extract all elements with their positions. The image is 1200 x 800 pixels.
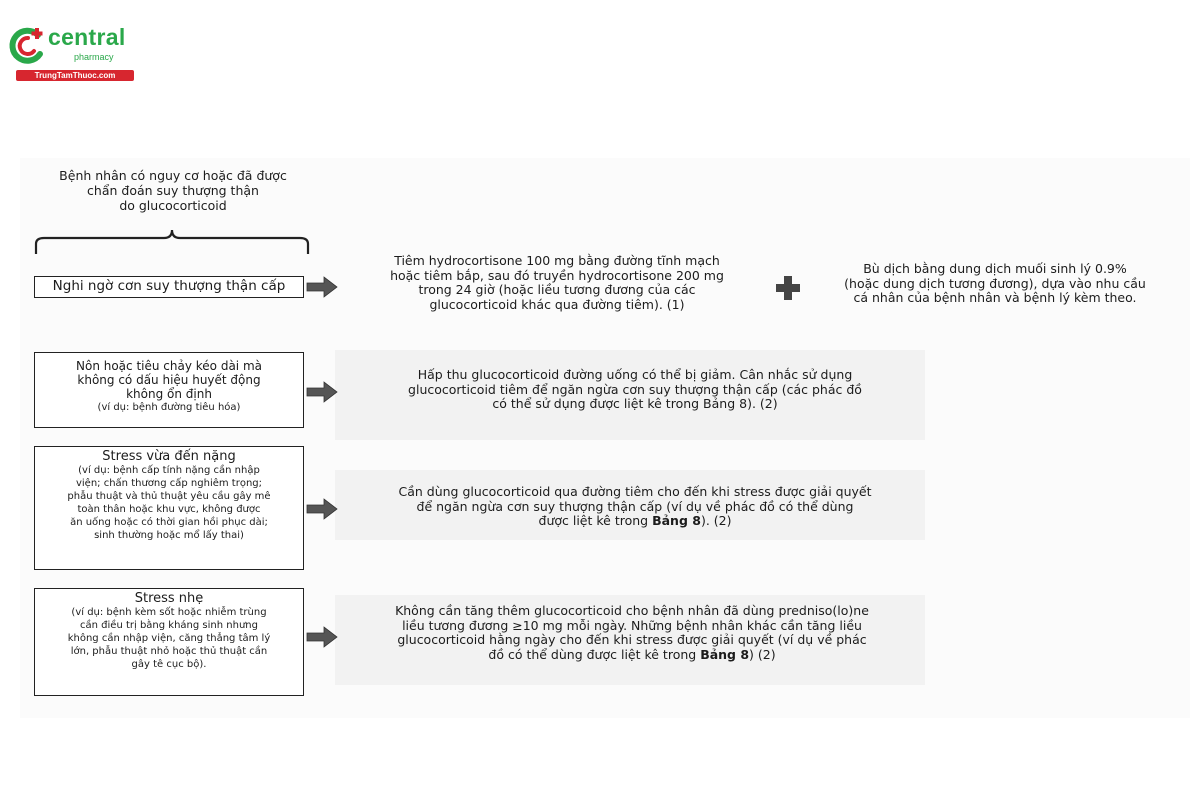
right-arrow-icon: [306, 276, 338, 298]
brand-url: TrungTamThuoc.com: [16, 70, 134, 81]
action-text-fluids: Bù dịch bằng dung dịch muối sinh lý 0.9% (hoặc dung dịch tương đương), dựa vào nhu cầu cá nhân của bệnh nhân và bệnh lý kèm theo.: [844, 261, 1146, 305]
action-text-vomiting: Hấp thu glucocorticoid đường uống có thể bị giảm. Cân nhắc sử dụng glucocorticoid tiêm để ngăn ngừa cơn suy thượng thận cấp (các phác đồ có thể sử dụng được liệt kê trong Bảng 8). (2): [408, 367, 862, 411]
right-arrow-icon: [306, 381, 338, 403]
condition-box-suspected-crisis: Nghi ngờ cơn suy thượng thận cấp: [34, 276, 304, 298]
action-text-mild-stress: Không cần tăng thêm glucocorticoid cho bệnh nhân đã dùng predniso(lo)ne liều tương đương ≥10 mg mỗi ngày. Những bệnh nhân khác cần tăng liều glucocorticoid hằng ngày cho đến khi stress được giải quyết (ví dụ về phác đồ có thể dùng được liệt kê trong Bảng 8) (2): [395, 603, 869, 662]
action-text-moderate-stress: Cần dùng glucocorticoid qua đường tiêm cho đến khi stress được giải quyết để ngăn ngừa cơn suy thượng thận cấp (ví dụ về phác đồ có thể dùng được liệt kê trong Bảng 8). (2): [398, 484, 872, 528]
curly-brace: [34, 226, 310, 256]
plus-icon: [774, 274, 802, 302]
brand-name: central: [48, 24, 126, 50]
brand-logo: [8, 24, 138, 84]
right-arrow-icon: [306, 626, 338, 648]
condition-box-vomiting-diarrhea: Nôn hoặc tiêu chảy kéo dài mà không có dấu hiệu huyết động không ổn định (ví dụ: bệnh đường tiêu hóa): [34, 352, 304, 428]
patient-group-label: Bệnh nhân có nguy cơ hoặc đã được chẩn đoán suy thượng thận do glucocorticoid: [59, 168, 287, 213]
action-text-crisis: Tiêm hydrocortisone 100 mg bằng đường tĩnh mạch hoặc tiêm bắp, sau đó truyền hydrocortisone 200 mg trong 24 giờ (hoặc liều tương đương của các glucocorticoid khác qua đường tiêm). (1): [390, 253, 724, 312]
right-arrow-icon: [306, 498, 338, 520]
condition-box-mild-stress: Stress nhẹ (ví dụ: bệnh kèm sốt hoặc nhiễm trùng cần điều trị bằng kháng sinh nhưng không cần nhập viện, căng thẳng tâm lý lớn, phẫu thuật nhỏ hoặc thủ thuật cần gây tê cục bộ).: [34, 588, 304, 696]
pharmacy-cross-logo-icon: [8, 26, 48, 66]
condition-box-moderate-severe-stress: Stress vừa đến nặng (ví dụ: bệnh cấp tính nặng cần nhập viện; chấn thương cấp nghiêm trọng; phẫu thuật và thủ thuật yêu cầu gây mê toàn thân hoặc khu vực, không được ăn uống hoặc có thời gian hồi phục dài; sinh thường hoặc mổ lấy thai): [34, 446, 304, 570]
brand-sub: pharmacy: [74, 52, 114, 62]
